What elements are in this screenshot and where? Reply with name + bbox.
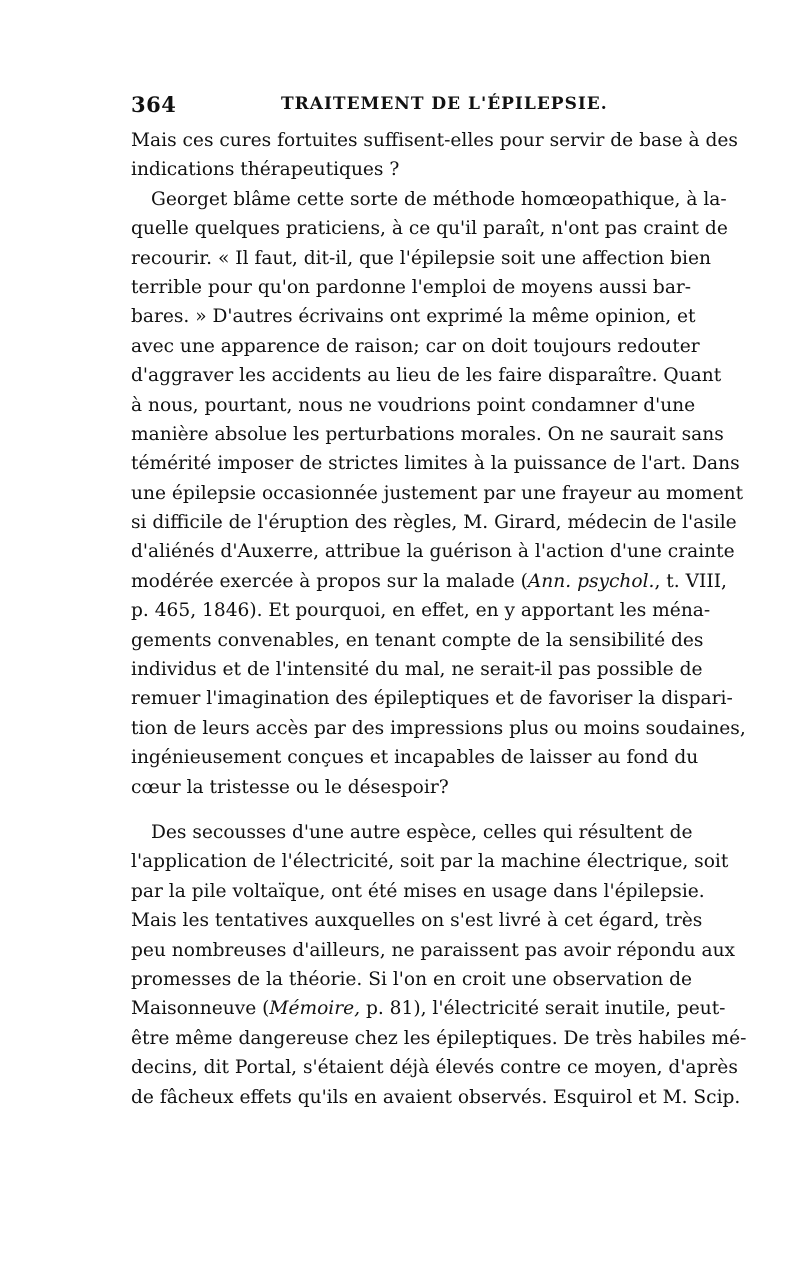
- text-line: remuer l'imagination des épileptiques et de favoriser la dispari-: [131, 688, 733, 710]
- text-line: l'application de l'électricité, soit par la machine électrique, soit: [131, 851, 729, 873]
- body-text: [131, 126, 747, 1112]
- text-line: Mais ces cures fortuites suffisent-elles pour servir de base à des: [131, 130, 738, 151]
- text-line: cœur la tristesse ou le désespoir?: [131, 776, 449, 798]
- text-fragment: p. 81), l'électricité serait inutile, peut-: [360, 998, 726, 1020]
- text-line: d'aggraver les accidents au lieu de les faire disparaître. Quant: [131, 365, 722, 387]
- text-line: par la pile voltaïque, ont été mises en usage dans l'épilepsie.: [131, 880, 705, 902]
- text-line: promesses de la théorie. Si l'on en croit une observation de: [131, 968, 693, 990]
- text-fragment: Maisonneuve (: [131, 998, 270, 1020]
- text-line: tion de leurs accès par des impressions plus ou moins soudaines,: [131, 717, 746, 739]
- text-line: de fâcheux effets qu'ils en avaient observés. Esquirol et M. Scip.: [131, 1086, 741, 1108]
- text-line: [131, 994, 726, 1023]
- text-line: si difficile de l'éruption des règles, M. Girard, médecin de l'asile: [131, 512, 737, 534]
- memoire-citation: Mémoire,: [269, 998, 361, 1020]
- text-line: ingénieusement conçues et incapables de laisser au fond du: [131, 747, 699, 769]
- text-line: Mais les tentatives auxquelles on s'est livré à cet égard, très: [131, 910, 703, 932]
- text-line: Des secousses d'une autre espèce, celles qui résultent de: [151, 821, 693, 843]
- text-line: p. 465, 1846). Et pourquoi, en effet, en y apportant les ména-: [131, 600, 711, 622]
- journal-citation: Ann. psychol.: [527, 570, 655, 592]
- text-line: être même dangereuse chez les épileptiques. De très habiles mé-: [131, 1027, 747, 1049]
- text-line: témérité imposer de strictes limites à la puissance de l'art. Dans: [131, 453, 740, 475]
- text-line: individus et de l'intensité du mal, ne serait-il pas possible de: [131, 659, 703, 681]
- paragraph-gap: [131, 802, 673, 818]
- text-line: à nous, pourtant, nous ne voudrions point condamner d'une: [131, 394, 696, 416]
- page-header: [131, 92, 671, 122]
- text-line: recourir. « Il faut, dit-il, que l'épilepsie soit une affection bien: [131, 247, 711, 269]
- text-line: indications thérapeutiques ?: [131, 159, 400, 181]
- text-line: manière absolue les perturbations morales. On ne saurait sans: [131, 423, 724, 445]
- text-line: peu nombreuses d'ailleurs, ne paraissent pas avoir répondu aux: [131, 939, 736, 961]
- text-line: gements convenables, en tenant compte de la sensibilité des: [131, 629, 704, 651]
- page-number: 364: [131, 92, 177, 117]
- text-line: terrible pour qu'on pardonne l'emploi de moyens aussi bar-: [131, 276, 692, 298]
- text-fragment: modérée exercée à propos sur la malade (: [131, 570, 528, 592]
- text-line: avec une apparence de raison; car on doit toujours redouter: [131, 335, 700, 357]
- text-line: d'aliénés d'Auxerre, attribue la guérison à l'action d'une crainte: [131, 541, 735, 563]
- text-fragment: , t. VIII,: [654, 570, 727, 592]
- text-line: une épilepsie occasionnée justement par une frayeur au moment: [131, 482, 744, 504]
- text-line: [131, 567, 727, 596]
- text-line: Georget blâme cette sorte de méthode homœopathique, à la-: [151, 188, 727, 210]
- text-line: quelle quelques praticiens, à ce qu'il paraît, n'ont pas craint de: [131, 218, 728, 240]
- running-title: TRAITEMENT DE L'ÉPILEPSIE.: [281, 94, 608, 114]
- text-line: bares. » D'autres écrivains ont exprimé la même opinion, et: [131, 306, 696, 328]
- text-line: decins, dit Portal, s'étaient déjà élevés contre ce moyen, d'après: [131, 1057, 738, 1079]
